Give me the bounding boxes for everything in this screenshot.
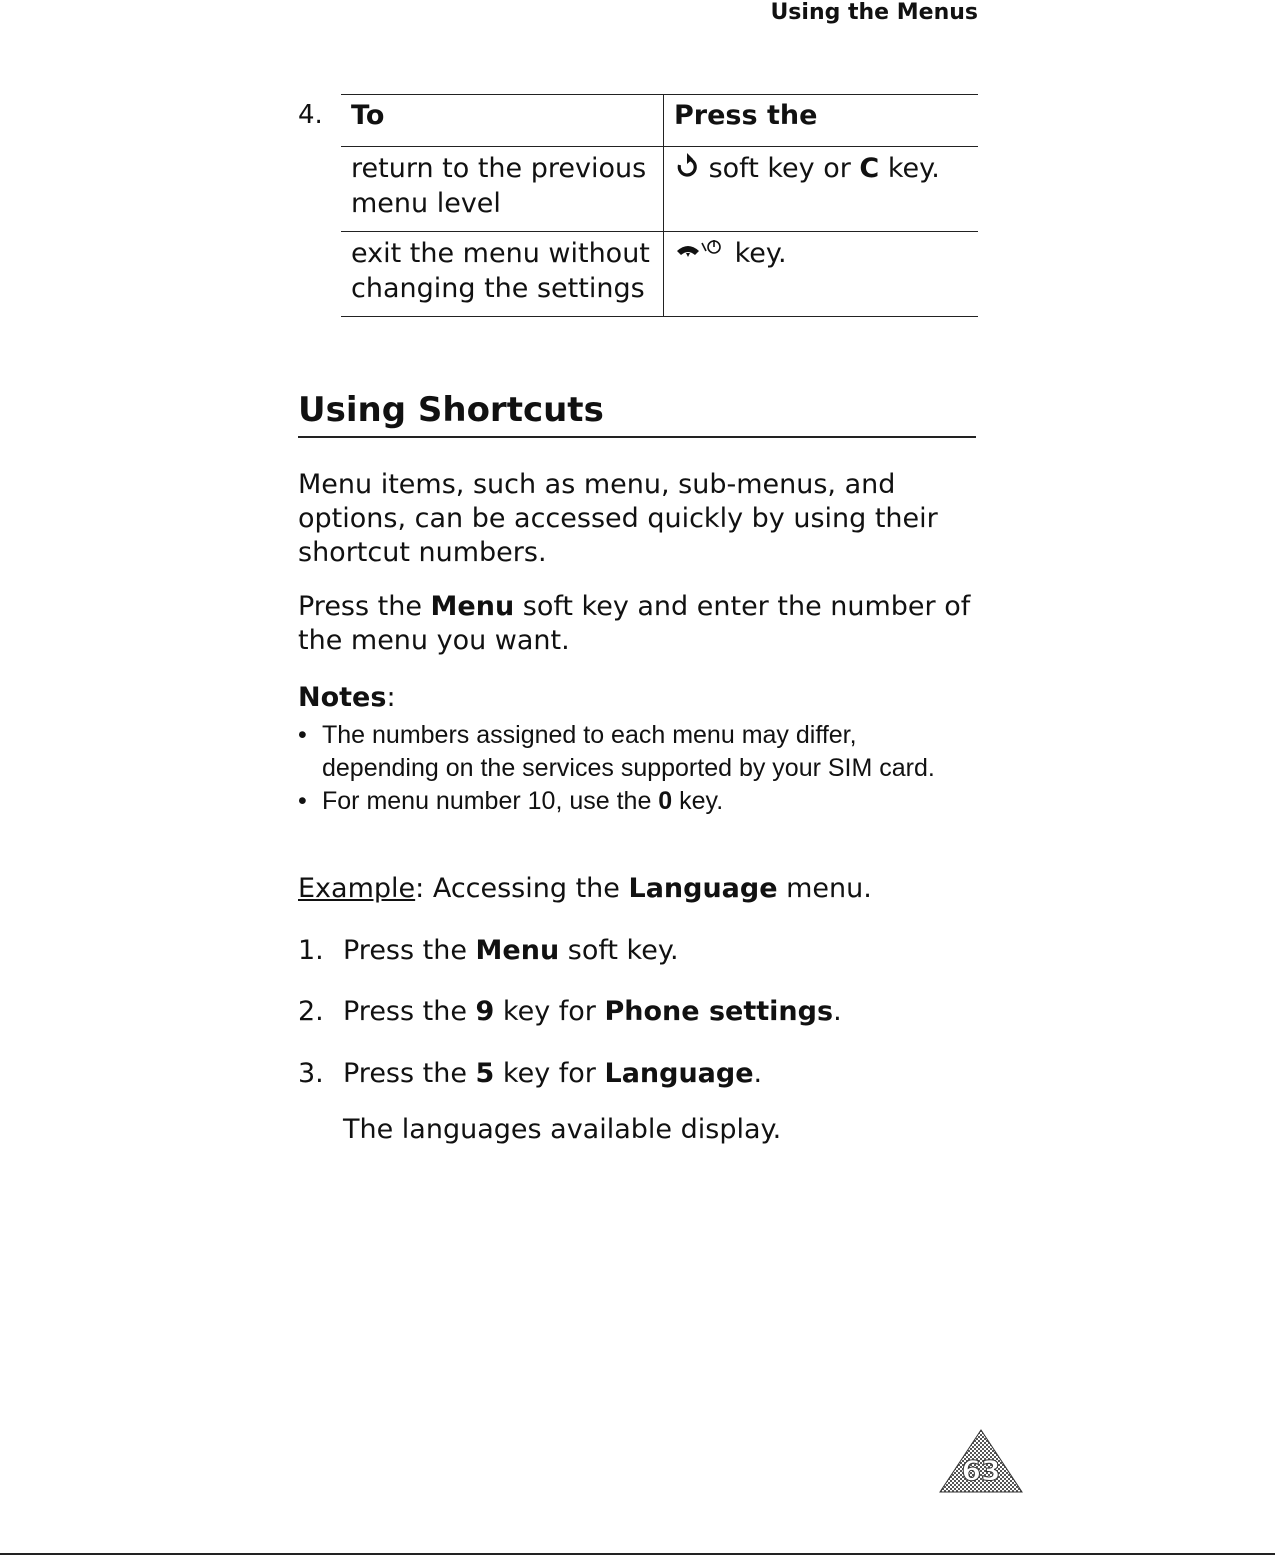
text: soft key and enter the number of the menu you want. xyxy=(298,591,971,656)
step-menu: Language xyxy=(604,1058,754,1089)
notes-list xyxy=(298,719,958,818)
table-cell-key xyxy=(664,232,979,317)
bullet-icon: • xyxy=(298,787,307,815)
language-label: Language xyxy=(628,873,778,904)
column-header-to: To xyxy=(341,95,664,147)
key-text-post: key. xyxy=(726,238,787,269)
text: Press the xyxy=(343,935,476,966)
page-number-badge xyxy=(938,1428,1024,1494)
text: key for xyxy=(494,1058,605,1089)
bullet-icon: • xyxy=(298,721,307,749)
text: Press the xyxy=(298,591,431,622)
step-number: 2. xyxy=(298,996,324,1027)
text: . xyxy=(753,1058,763,1089)
menu-key-label: Menu xyxy=(430,591,515,622)
list-item xyxy=(298,719,958,785)
end-power-key-icon xyxy=(674,237,726,265)
bottom-rule xyxy=(0,1553,1275,1555)
step-1 xyxy=(298,934,978,968)
table-row xyxy=(341,147,978,232)
text: . xyxy=(833,996,842,1027)
step-number: 4. xyxy=(298,100,323,130)
example-label: Example xyxy=(298,873,416,904)
example-line xyxy=(298,872,978,906)
step-number: 1. xyxy=(298,935,324,966)
section-title: Using Shortcuts xyxy=(298,388,976,438)
text: soft key. xyxy=(559,935,679,966)
key-table xyxy=(341,94,978,317)
key-c: C xyxy=(859,153,880,184)
text: : Accessing the xyxy=(415,873,629,904)
step-key: Menu xyxy=(475,935,560,966)
table-header-row xyxy=(341,95,978,147)
note-text: The numbers assigned to each menu may differ, depending on the services supported by your SIM card. xyxy=(322,721,935,782)
list-item xyxy=(298,785,958,818)
text: menu. xyxy=(777,873,872,904)
back-arrow-icon xyxy=(674,152,700,180)
press-menu-paragraph xyxy=(298,590,978,658)
step-3 xyxy=(298,1057,978,1091)
key-text-post: key. xyxy=(879,153,940,184)
table-cell-action: exit the menu without changing the settings xyxy=(341,232,664,317)
text: Press the xyxy=(343,1058,476,1089)
page-number: 63 xyxy=(961,1454,1001,1487)
note-text: For menu number 10, use the xyxy=(322,787,659,815)
table-row xyxy=(341,232,978,317)
table-cell-action: return to the previous menu level xyxy=(341,147,664,232)
result-text: The languages available display. xyxy=(343,1114,782,1145)
notes-label: Notes xyxy=(298,682,387,713)
notes-colon: : xyxy=(386,682,396,713)
step-key: 5 xyxy=(475,1058,495,1089)
table-cell-key xyxy=(664,147,979,232)
step-2 xyxy=(298,995,978,1029)
step-menu: Phone settings xyxy=(604,996,834,1027)
text: Press the xyxy=(343,996,476,1027)
step-number: 3. xyxy=(298,1058,324,1089)
intro-paragraph: Menu items, such as menu, sub-menus, and options, can be accessed quickly by using their shortcut numbers. xyxy=(298,469,938,568)
step-key: 9 xyxy=(475,996,495,1027)
note-text: key. xyxy=(672,787,724,815)
column-header-press: Press the xyxy=(674,100,818,131)
running-header: Using the Menus xyxy=(770,0,978,25)
text: key for xyxy=(494,996,605,1027)
key-text-pre: soft key or xyxy=(700,153,860,184)
notes-heading xyxy=(298,681,396,715)
note-key: 0 xyxy=(658,787,673,815)
